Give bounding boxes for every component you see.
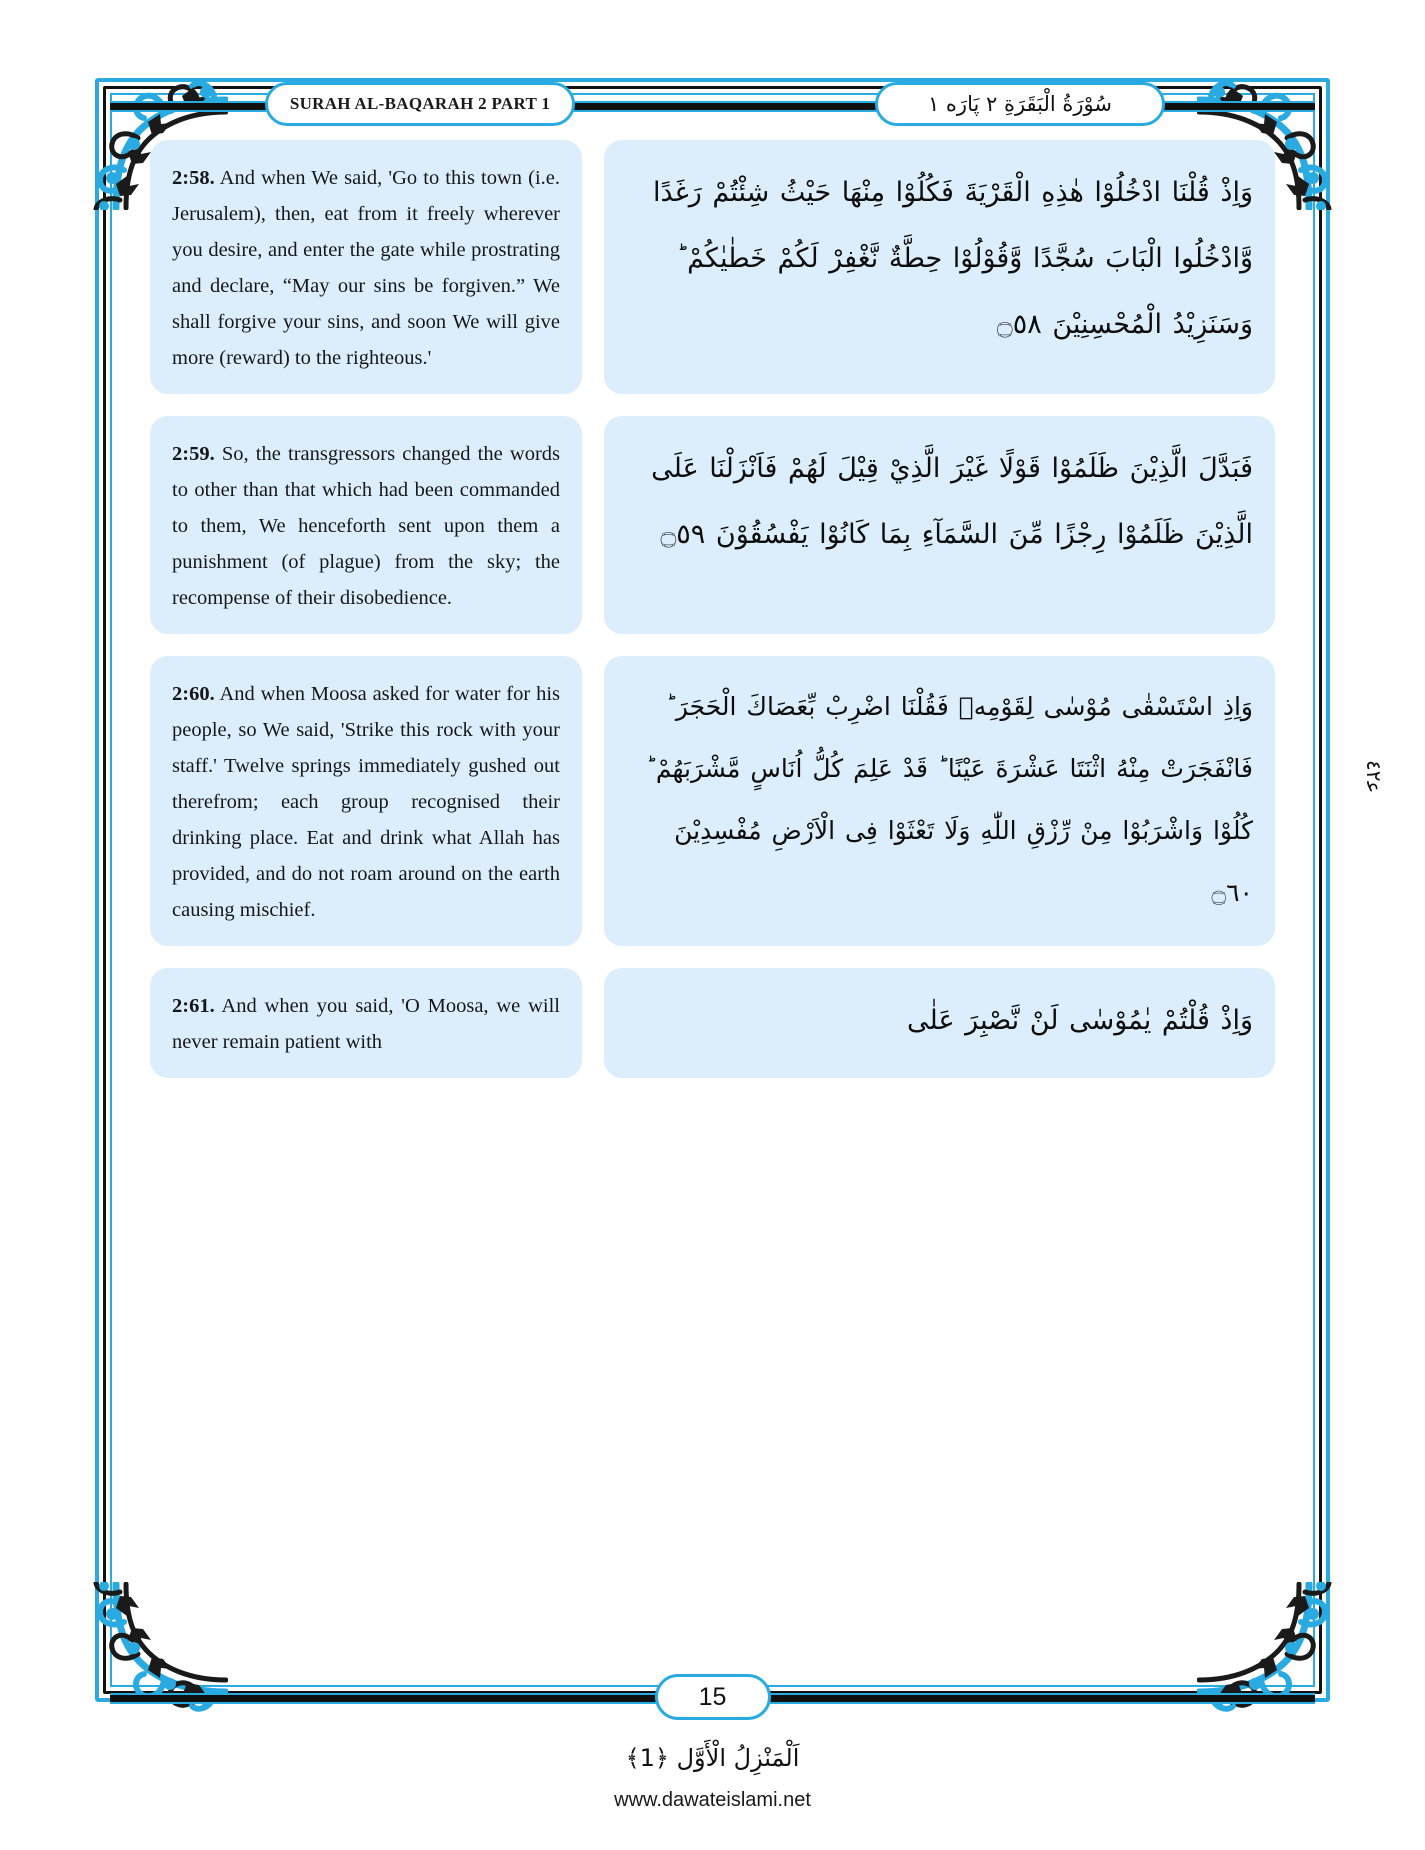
verse-number: 2:58.	[172, 167, 215, 189]
translation-body: So, the transgressors changed the words to other than that which had been commanded to them, We henceforth sent upon them a punishment (of plague) from the sky; the recompense of their disobedience.	[172, 443, 560, 609]
translation-panel	[150, 140, 582, 394]
verse-row	[150, 656, 1275, 946]
page-number-cartouche	[655, 1674, 771, 1720]
page-header	[110, 82, 1315, 126]
surah-title-english: SURAH AL-BAQARAH 2 PART 1	[289, 94, 551, 113]
arabic-verse-text: فَبَدَّلَ الَّذِيْنَ ظَلَمُوْا قَوْلًا غَيْرَ الَّذِيْ قِيْلَ لَهُمْ فَاَنْزَلْنَا عَلَى الَّذِيْنَ ظَلَمُوْا رِجْزًا مِّنَ السَّمَآءِ بِمَا كَانُوْا يَفْسُقُوْنَ ۝٥٩	[651, 453, 1253, 550]
translation-panel	[150, 656, 582, 946]
arabic-verse-text: وَاِذْ قُلْنَا ادْخُلُوْا هٰذِهِ الْقَرْيَةَ فَكُلُوْا مِنْهَا حَيْثُ شِئْتُمْ رَغَدًا وَّادْخُلُوا الْبَابَ سُجَّدًا وَّقُوْلُوْا حِطَّةٌ نَّغْفِرْ لَكُمْ خَطٰيٰكُمْ ؕ وَسَنَزِيْدُ الْمُحْسِنِيْنَ ۝٥٨	[652, 177, 1253, 340]
verse-row	[150, 968, 1275, 1078]
surah-title-arabic: سُوْرَةُ الْبَقَرَةِ ٢ پَارَه ١	[927, 92, 1113, 116]
verse-number: 2:60.	[172, 683, 215, 705]
translation-body: And when you said, 'O Moosa, we will never remain patient with	[172, 995, 560, 1053]
translation-panel	[150, 416, 582, 634]
verse-row	[150, 140, 1275, 394]
translation-text	[172, 988, 560, 1060]
verses-container	[150, 140, 1275, 1635]
arabic-panel	[604, 416, 1275, 634]
translation-text	[172, 676, 560, 928]
arabic-verse-text: وَاِذِ اسْتَسْقٰى مُوْسٰى لِقَوْمِهٖ فَقُلْنَا اضْرِبْ بِّعَصَاكَ الْحَجَرَ ؕ فَانْفَجَرَتْ مِنْهُ اثْنَتَا عَشْرَةَ عَيْنًا ؕ قَدْ عَلِمَ كُلُّ اُنَاسٍ مَّشْرَبَهُمْ ؕ كُلُوْا وَاشْرَبُوْا مِنْ رِّزْقِ اللّٰهِ وَلَا تَعْثَوْا فِى الْاَرْضِ مُفْسِدِيْنَ ۝٦٠	[645, 692, 1253, 907]
arabic-panel	[604, 656, 1275, 946]
surah-title-cartouche-arabic	[875, 82, 1165, 126]
translation-text	[172, 160, 560, 376]
page-footer-band	[110, 1674, 1315, 1720]
arabic-panel	[604, 140, 1275, 394]
manzil-label: اَلْمَنْزِلُ الْأَوَّل ﴿1﴾	[625, 1744, 800, 1772]
ruku-marker: ع‍٤‍٢	[1362, 760, 1386, 794]
translation-body: And when We said, 'Go to this town (i.e. Jerusalem), then, eat from it freely wherever you desire, and enter the gate while prostrating and declare, “May our sins be forgiven.” We shall forgive your sins, and soon We will give more (reward) to the righteous.'	[172, 167, 560, 369]
verse-number: 2:61.	[172, 995, 215, 1017]
translation-text	[172, 436, 560, 616]
translation-panel	[150, 968, 582, 1078]
page-number: 15	[698, 1682, 727, 1711]
verse-number: 2:59.	[172, 443, 215, 465]
translation-body: And when Moosa asked for water for his people, so We said, 'Strike this rock with your staff.' Twelve springs immediately gushed out therefrom; each group recognised their drinking place. Eat and drink what Allah has provided, and do not roam around on the earth causing mischief.	[172, 683, 560, 921]
arabic-verse-text: وَاِذْ قُلْتُمْ يٰمُوْسٰى لَنْ نَّصْبِرَ عَلٰى	[907, 1005, 1253, 1036]
arabic-panel	[604, 968, 1275, 1078]
website-url: www.dawateislami.net	[614, 1789, 811, 1811]
surah-title-cartouche-english	[265, 82, 575, 126]
verse-row	[150, 416, 1275, 634]
